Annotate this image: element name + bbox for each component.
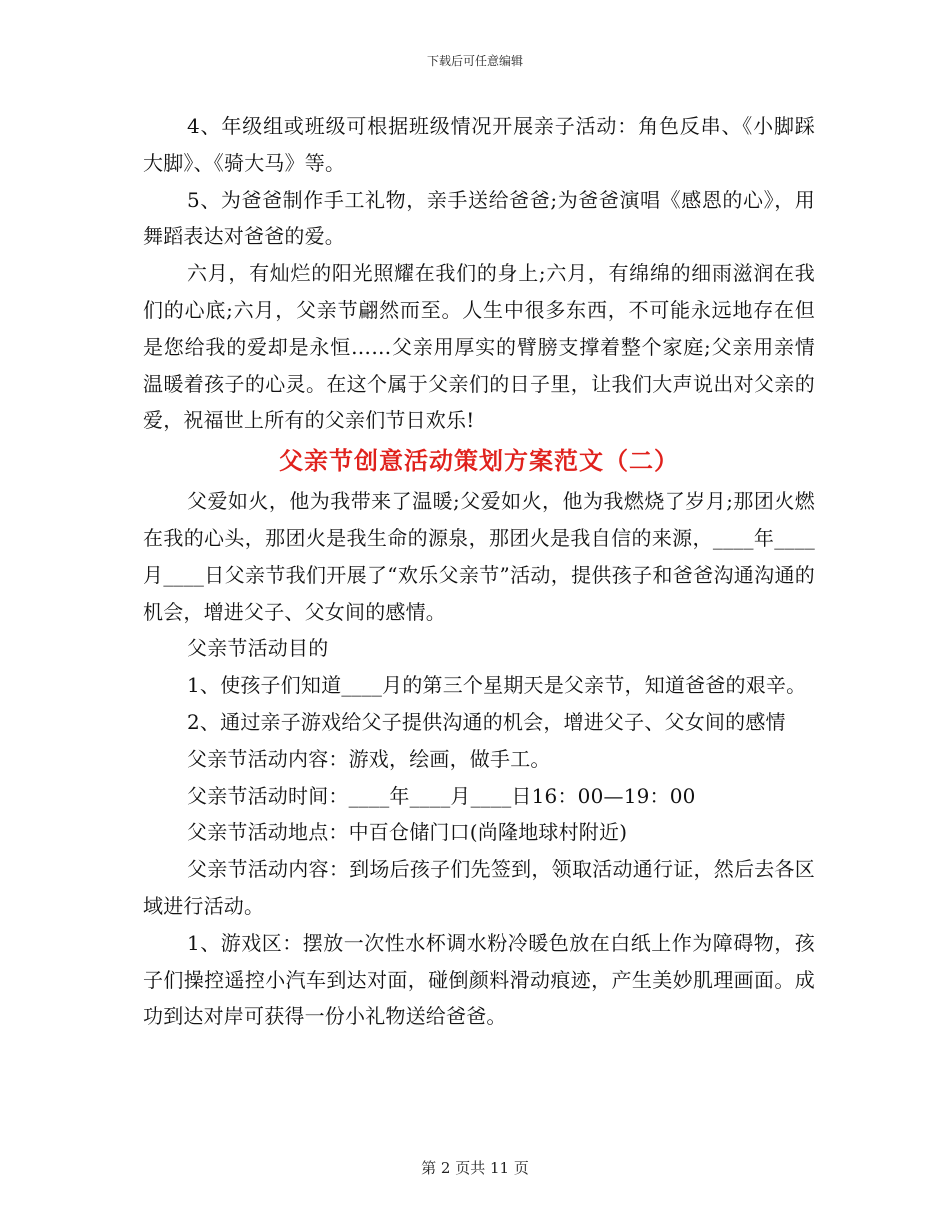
paragraph: 父亲节活动目的 (187, 636, 329, 661)
paragraph: 1、使孩子们知道____月的第三个星期天是父亲节，知道爸爸的艰辛。 (187, 673, 807, 698)
page-header: 下载后可任意编辑 (426, 54, 523, 68)
paragraph: 六月，有灿烂的阳光照耀在我们的身上;六月，有绵绵的细雨滋润在我们的心底;六月，父亲节翩然而至。人生中很多东西，不可能永远地存在但是您给我的爱却是永恒……父亲用厚实的臂膀支撑着整个家庭;父亲用亲情温暖着孩子的心灵。在这个属于父亲们的日子里，让我们大声说出对父亲的爱，祝福世上所有的父亲们节日欢乐! (143, 261, 815, 433)
paragraph: 2、通过亲子游戏给父子提供沟通的机会，增进父子、父女间的感情 (187, 709, 786, 734)
document-body (143, 108, 815, 1035)
paragraph: 父亲节活动内容：游戏，绘画，做手工。 (187, 746, 551, 771)
paragraph: 5、为爸爸制作手工礼物，亲手送给爸爸;为爸爸演唱《感恩的心》，用舞蹈表达对爸爸的爱。 (143, 187, 815, 249)
paragraph: 父爱如火，他为我带来了温暖;父爱如火，他为我燃烧了岁月;那团火燃在我的心头，那团火是我生命的源泉，那团火是我自信的来源，____年____月____日父亲节我们开展了“欢乐父亲节”活动，提供孩子和爸爸沟通沟通的机会，增进父子、父女间的感情。 (143, 489, 815, 624)
paragraph: 4、年级组或班级可根据班级情况开展亲子活动：角色反串、《小脚踩大脚》、《骑大马》等。 (143, 114, 815, 175)
paragraph: 父亲节活动时间：____年____月____日16：00—19：00 (187, 783, 696, 808)
section-title: 父亲节创意活动策划方案范文（二） (279, 446, 679, 476)
paragraph: 父亲节活动内容：到场后孩子们先签到，领取活动通行证，然后去各区域进行活动。 (143, 857, 815, 918)
paragraph: 父亲节活动地点：中百仓储门口(尚隆地球村附近) (187, 820, 628, 845)
page-footer: 第 2 页共 11 页 (421, 1159, 529, 1177)
paragraph: 1、游戏区：摆放一次性水杯调水粉冷暖色放在白纸上作为障碍物，孩子们操控遥控小汽车到达对面，碰倒颜料滑动痕迹，产生美妙肌理画面。成功到达对岸可获得一份小礼物送给爸爸。 (143, 930, 815, 1029)
